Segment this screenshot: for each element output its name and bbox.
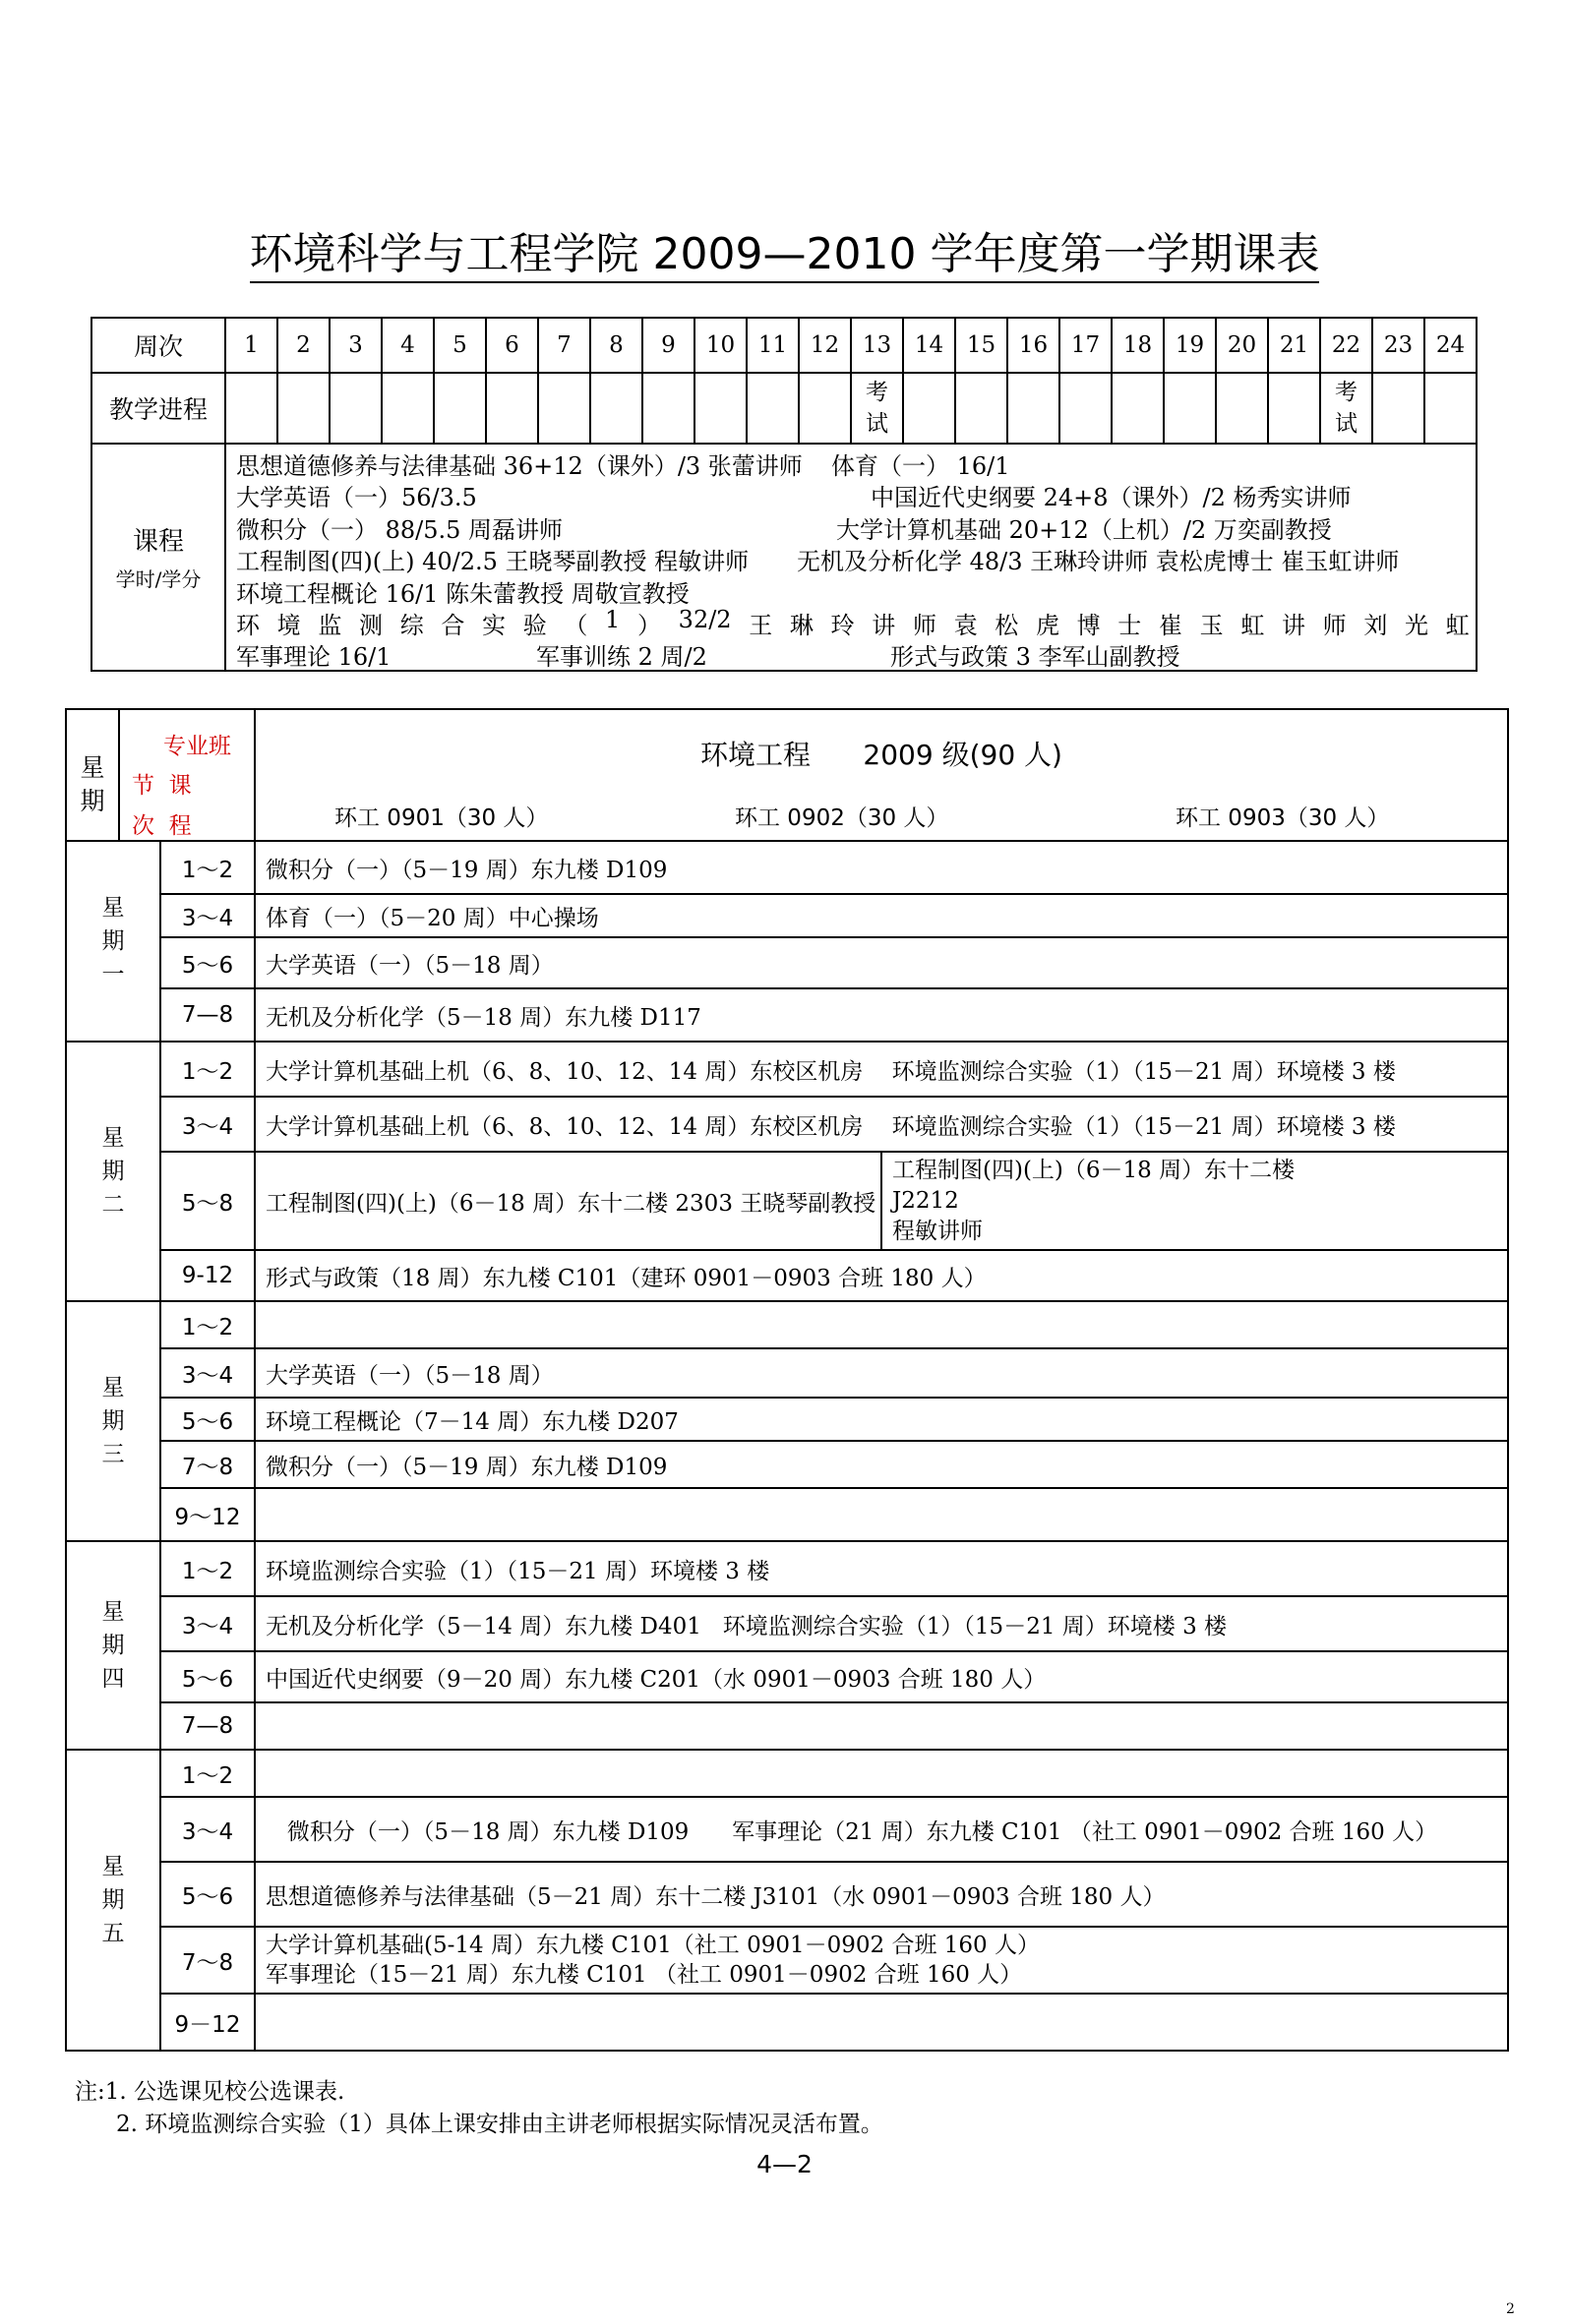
- course-text: 境: [276, 611, 301, 639]
- day-label-char: 星: [101, 1599, 125, 1625]
- week-16: 16: [1007, 318, 1059, 373]
- day-label: [66, 1541, 160, 1750]
- class-0901: 环工 0901（30 人）: [334, 805, 549, 831]
- class-entry-line: 工程制图(四)(上)（6－18 周）东十二楼: [892, 1157, 1296, 1183]
- week-label: 周次: [91, 318, 225, 373]
- day-label-char: 星: [101, 1125, 125, 1151]
- week-4: 4: [382, 318, 434, 373]
- course-text: 验: [522, 611, 547, 639]
- week-12: 12: [799, 318, 851, 373]
- course-text: 讲: [1281, 611, 1305, 639]
- day-label-char: 三: [101, 1442, 125, 1467]
- class-entry: 环境工程概论（7－14 周）东九楼 D207: [255, 1398, 1508, 1441]
- exam-mark-bottom: 试: [866, 411, 888, 437]
- time-slot: 5～8: [160, 1152, 255, 1250]
- progress-week-21: [1268, 373, 1320, 444]
- class-0903: 环工 0903（30 人）: [1176, 805, 1390, 831]
- course-line-2: [236, 478, 1470, 512]
- weekly-schedule-table: [65, 708, 1509, 2052]
- time-slot: 5～6: [160, 1398, 255, 1441]
- major-class-label: 专业班: [163, 734, 231, 759]
- note-1: 注:1. 公选课见校公选课表.: [75, 2079, 345, 2105]
- progress-week-22: [1320, 373, 1372, 444]
- class-entry: 中国近代史纲要（9－20 周）东九楼 C201（水 0901－0903 合班 180 人）: [255, 1651, 1508, 1702]
- class-entry: 大学计算机基础上机（6、8、10、12、14 周）东校区机房 环境监测综合实验（1）（15－21 周）环境楼 3 楼: [255, 1097, 1508, 1152]
- course-text: 监: [318, 611, 342, 639]
- progress-label: 教学进程: [91, 373, 225, 444]
- major-header-cell: [255, 709, 1508, 841]
- note-2: 2. 环境监测综合实验（1）具体上课安排由主讲老师根据实际情况灵活布置。: [116, 2112, 883, 2137]
- course-text: 王: [749, 611, 773, 639]
- class-entry: [255, 1750, 1508, 1797]
- class-0902: 环工 0902（30 人）: [735, 805, 949, 831]
- corner-number: 2: [1506, 2301, 1515, 2317]
- course-text: 军事训练 2 周/2: [536, 643, 707, 672]
- progress-week-17: [1059, 373, 1112, 444]
- course-text: （: [564, 611, 588, 639]
- day-label-char: 四: [101, 1666, 125, 1692]
- week-14: 14: [903, 318, 955, 373]
- course-text: 虹: [1445, 611, 1470, 639]
- day-label: [66, 1301, 160, 1541]
- progress-week-14: [903, 373, 955, 444]
- progress-week-9: [642, 373, 694, 444]
- week-1: 1: [225, 318, 277, 373]
- exam-mark-top: 考: [1335, 380, 1358, 405]
- course-text: 环境工程概论 16/1 陈朱蕾教授 周敬宣教授: [236, 579, 690, 608]
- week-22: 22: [1320, 318, 1372, 373]
- class-entry-line: 大学计算机基础(5-14 周）东九楼 C101（社工 0901－0902 合班 160 人）: [266, 1933, 1040, 1958]
- hours-credits-label: 学时/学分: [115, 567, 202, 592]
- course-line-7: [236, 637, 1470, 672]
- day-label-char: 五: [101, 1921, 125, 1946]
- day-label-char: 星: [101, 895, 125, 921]
- course-text: 合: [441, 611, 465, 639]
- course-line-6: [236, 606, 1470, 637]
- course-text: 环: [236, 611, 260, 639]
- day-label-char: 星: [101, 1375, 125, 1400]
- progress-week-10: [694, 373, 747, 444]
- course-line-4: [236, 542, 1470, 576]
- course-text: 玉: [1199, 611, 1224, 639]
- week-24: 24: [1424, 318, 1477, 373]
- class-entry: [255, 1927, 1508, 1994]
- week-18: 18: [1112, 318, 1164, 373]
- day-label-char: 期: [101, 1633, 125, 1658]
- class-entry-line: J2212: [892, 1187, 959, 1214]
- header-corner-cell: [66, 709, 255, 841]
- progress-week-6: [486, 373, 538, 444]
- class-entry: 思想道德修养与法律基础（5－21 周）东十二楼 J3101（水 0901－0903 合班 180 人）: [255, 1862, 1508, 1927]
- course-text: 大学英语（一）56/3.5: [236, 484, 477, 512]
- teaching-progress-table: [91, 317, 1478, 672]
- course-text: 虹: [1240, 611, 1265, 639]
- course-text: 1: [605, 605, 621, 633]
- course-text: 体育（一） 16/1: [831, 452, 1010, 480]
- course-text: 博: [1076, 611, 1101, 639]
- page-number: 4—2: [756, 2150, 813, 2178]
- time-slot: 5～6: [160, 1651, 255, 1702]
- class-entry: [255, 1301, 1508, 1348]
- course-label: 课程: [132, 527, 184, 558]
- time-slot: 7～8: [160, 1441, 255, 1488]
- course-text: 实: [482, 611, 507, 639]
- progress-week-2: [277, 373, 330, 444]
- day-label: [66, 1750, 160, 2051]
- class-entry: 体育（一）（5－20 周）中心操场: [255, 894, 1508, 937]
- day-label-char: 一: [101, 962, 125, 987]
- class-entry: [255, 1994, 1508, 2051]
- course-text: 测: [359, 611, 384, 639]
- week-8: 8: [590, 318, 642, 373]
- week-20: 20: [1216, 318, 1268, 373]
- week-5: 5: [434, 318, 486, 373]
- page-title: 环境科学与工程学院 2009—2010 学年度第一学期课表: [0, 218, 1569, 281]
- course-text: 中国近代史纲要 24+8（课外）/2 杨秀实讲师: [871, 484, 1352, 512]
- week-23: 23: [1372, 318, 1424, 373]
- week-17: 17: [1059, 318, 1112, 373]
- progress-week-1: [225, 373, 277, 444]
- class-entry: 环境监测综合实验（1）（15－21 周）环境楼 3 楼: [255, 1541, 1508, 1596]
- progress-week-4: [382, 373, 434, 444]
- class-entry: 工程制图(四)(上)（6－18 周）东十二楼 2303 王晓琴副教授: [255, 1152, 881, 1250]
- week-21: 21: [1268, 318, 1320, 373]
- day-label-char: 期: [101, 1159, 125, 1184]
- time-slot: 1～2: [160, 1301, 255, 1348]
- course-list: [225, 444, 1477, 671]
- time-slot: 1～2: [160, 1541, 255, 1596]
- course-text: 大学计算机基础 20+12（上机）/2 万奕副教授: [836, 515, 1332, 544]
- day-header-top: 星: [80, 753, 105, 782]
- class-entry: 大学英语（一）（5－18 周）: [255, 937, 1508, 988]
- course-text: 玲: [830, 611, 855, 639]
- class-entry: 微积分（一）（5－19 周）东九楼 D109: [255, 841, 1508, 894]
- course-text: 崔: [1158, 611, 1182, 639]
- time-slot: 7—8: [160, 988, 255, 1042]
- week-10: 10: [694, 318, 747, 373]
- major-title: 环境工程 2009 级(90 人): [700, 739, 1062, 771]
- progress-week-12: [799, 373, 851, 444]
- progress-week-19: [1164, 373, 1216, 444]
- time-slot: 5～6: [160, 937, 255, 988]
- time-slot: 3～4: [160, 1797, 255, 1862]
- progress-week-3: [330, 373, 382, 444]
- week-3: 3: [330, 318, 382, 373]
- course-text: 无机及分析化学 48/3 王琳玲讲师 袁松虎博士 崔玉虹讲师: [797, 548, 1400, 576]
- progress-week-23: [1372, 373, 1424, 444]
- course-text: 松: [995, 611, 1019, 639]
- time-slot: 1～2: [160, 841, 255, 894]
- day-label: [66, 841, 160, 1042]
- exam-mark-bottom: 试: [1335, 411, 1358, 437]
- time-slot: 9-12: [160, 1250, 255, 1301]
- day-label-char: 星: [101, 1854, 125, 1879]
- class-entry: [255, 1702, 1508, 1750]
- course-text: 刘: [1363, 611, 1388, 639]
- progress-week-8: [590, 373, 642, 444]
- course-text: 军事理论 16/1: [236, 643, 392, 672]
- day-label-char: 期: [101, 928, 125, 954]
- course-text: 综: [399, 611, 424, 639]
- course-text: 光: [1405, 611, 1428, 639]
- section-course-top: 节 课: [132, 773, 192, 799]
- course-text: 微积分（一） 88/5.5 周磊讲师: [236, 515, 564, 544]
- progress-week-15: [955, 373, 1007, 444]
- time-slot: 7—8: [160, 1702, 255, 1750]
- week-7: 7: [538, 318, 590, 373]
- class-entry: 无机及分析化学（5－14 周）东九楼 D401 环境监测综合实验（1）（15－21 周）环境楼 3 楼: [255, 1596, 1508, 1651]
- section-course-bottom: 次 程: [132, 813, 192, 839]
- week-13: 13: [851, 318, 903, 373]
- course-text: 袁: [953, 611, 978, 639]
- progress-week-18: [1112, 373, 1164, 444]
- class-entry: 无机及分析化学（5－18 周）东九楼 D117: [255, 988, 1508, 1042]
- week-15: 15: [955, 318, 1007, 373]
- course-text: ）: [637, 611, 661, 639]
- progress-week-16: [1007, 373, 1059, 444]
- time-slot: 5～6: [160, 1862, 255, 1927]
- course-line-1: [236, 447, 1470, 478]
- day-label-char: 二: [101, 1192, 125, 1218]
- course-text: 师: [1322, 611, 1347, 639]
- time-slot: 1～2: [160, 1750, 255, 1797]
- time-slot: 3～4: [160, 894, 255, 937]
- week-6: 6: [486, 318, 538, 373]
- course-text: 讲: [872, 611, 896, 639]
- week-2: 2: [277, 318, 330, 373]
- course-text: 琳: [789, 611, 814, 639]
- progress-week-20: [1216, 373, 1268, 444]
- day-label: [66, 1042, 160, 1301]
- time-slot: 3～4: [160, 1348, 255, 1398]
- time-slot: 9～12: [160, 1488, 255, 1541]
- progress-week-5: [434, 373, 486, 444]
- progress-week-7: [538, 373, 590, 444]
- course-text: 工程制图(四)(上) 40/2.5 王晓琴副教授 程敏讲师: [236, 548, 750, 576]
- class-entry: [255, 1488, 1508, 1541]
- course-line-3: [236, 510, 1470, 542]
- class-entry: 形式与政策（18 周）东九楼 C101（建环 0901－0903 合班 180 人）: [255, 1250, 1508, 1301]
- class-entry-split: [881, 1152, 1508, 1250]
- day-label-char: 期: [101, 1887, 125, 1913]
- course-text: 32/2: [678, 605, 732, 633]
- course-text: 思想道德修养与法律基础 36+12（课外）/3 张蕾讲师: [236, 452, 803, 480]
- time-slot: 9－12: [160, 1994, 255, 2051]
- time-slot: 7～8: [160, 1927, 255, 1994]
- course-text: 师: [912, 611, 936, 639]
- week-9: 9: [642, 318, 694, 373]
- progress-week-24: [1424, 373, 1477, 444]
- day-label-char: 期: [101, 1408, 125, 1434]
- time-slot: 3～4: [160, 1596, 255, 1651]
- exam-mark-top: 考: [866, 380, 888, 405]
- time-slot: 3～4: [160, 1097, 255, 1152]
- class-entry: 微积分（一）（5－19 周）东九楼 D109: [255, 1441, 1508, 1488]
- class-entry: 大学英语（一）（5－18 周）: [255, 1348, 1508, 1398]
- week-11: 11: [747, 318, 799, 373]
- progress-week-13: [851, 373, 903, 444]
- day-header-bottom: 期: [80, 787, 105, 815]
- course-text: 虎: [1035, 611, 1059, 639]
- class-entry: 大学计算机基础上机（6、8、10、12、14 周）东校区机房 环境监测综合实验（1）（15－21 周）环境楼 3 楼: [255, 1042, 1508, 1097]
- class-entry: 微积分（一）（5－18 周）东九楼 D109 军事理论（21 周）东九楼 C101 （社工 0901－0902 合班 160 人）: [255, 1797, 1508, 1862]
- course-label-cell: [91, 444, 225, 671]
- class-entry-line: 军事理论（15－21 周）东九楼 C101 （社工 0901－0902 合班 160 人）: [266, 1962, 1023, 1988]
- week-19: 19: [1164, 318, 1216, 373]
- time-slot: 1～2: [160, 1042, 255, 1097]
- course-text: 士: [1117, 611, 1142, 639]
- class-entry-line: 程敏讲师: [892, 1218, 983, 1244]
- progress-week-11: [747, 373, 799, 444]
- course-line-5: [236, 574, 1470, 606]
- course-text: 形式与政策 3 李军山副教授: [890, 643, 1180, 672]
